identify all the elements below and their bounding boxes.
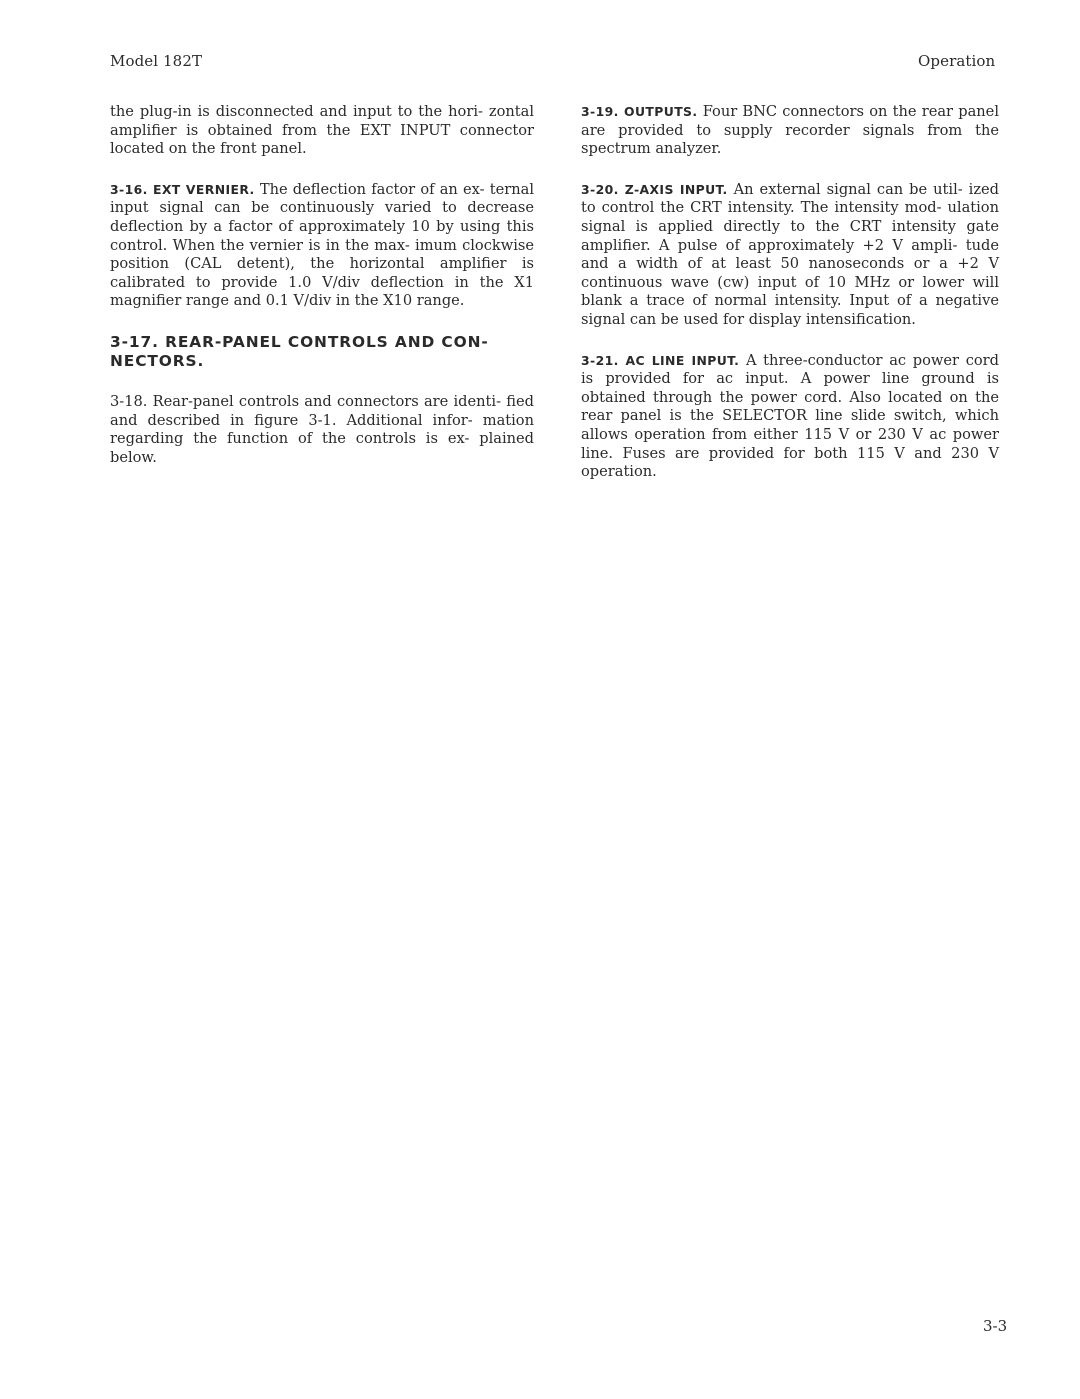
right-column xyxy=(581,103,999,482)
runin-heading-3-20: 3-20. Z-AXIS INPUT. xyxy=(581,181,728,197)
section-heading-3-17: 3-17. REAR-PANEL CONTROLS AND CON- NECTORS. xyxy=(110,332,489,370)
paragraph-3-18: 3-18. Rear-panel controls and connectors are identi- fied and described in figure 3-1. Additional infor- mation regarding the function of the controls is ex- plained below. xyxy=(110,392,534,466)
paragraph-continuation: the plug-in is disconnected and input to the hori- zontal amplifier is obtained from the EXT INPUT connector located on the front panel. xyxy=(110,103,534,158)
runin-heading-3-16: 3-16. EXT VERNIER. xyxy=(110,181,255,197)
page-number: 3-3 xyxy=(983,1317,1008,1335)
paragraph-3-16-body: The deflection factor of an ex- ternal input signal can be continuously varied to decrease deflection by a factor of approximately 10 by using this control. When the vernier is in the max- imum clockwise position (CAL detent), the horizontal amplifier is calibrated to provide 1.0 V/div deflection in the X1 magnifier range and 0.1 V/div in the X10 range. xyxy=(110,180,534,310)
runin-heading-3-19: 3-19. OUTPUTS. xyxy=(581,104,698,119)
paragraph-3-21 xyxy=(581,352,999,482)
paragraph-3-20-body: An external signal can be util- ized to control the CRT intensity. The intensity mod- ulation signal is applied directly to the CRT intensity gate amplifier. A pulse of approximately +2 V ampli- tude and a width of at least 50 nanoseconds or a +2 V continuous wave (cw) input of 10 MHz or lower will blank a trace of normal intensity. Input of a negative signal can be used for display intensification. xyxy=(581,180,999,328)
paragraph-3-19-body: Four BNC connectors on the rear panel are provided to supply recorder signals from the spectrum analyzer. xyxy=(581,103,999,158)
left-column xyxy=(110,103,534,467)
paragraph-3-16 xyxy=(110,181,534,311)
runin-heading-3-21: 3-21. AC LINE INPUT. xyxy=(581,352,740,368)
paragraph-3-19 xyxy=(581,103,999,159)
running-header-model: Model 182T xyxy=(110,52,203,70)
paragraph-3-20 xyxy=(581,181,999,330)
paragraph-3-21-body: A three-conductor ac power cord is provided for ac input. A power line ground is obtained through the power cord. Also located on the rear panel is the SELECTOR line slide switch, which allows operation from either 115 V or 230 V ac power line. Fuses are provided for both 115 V and 230 V operation. xyxy=(581,351,999,481)
running-header-section: Operation xyxy=(918,52,996,70)
